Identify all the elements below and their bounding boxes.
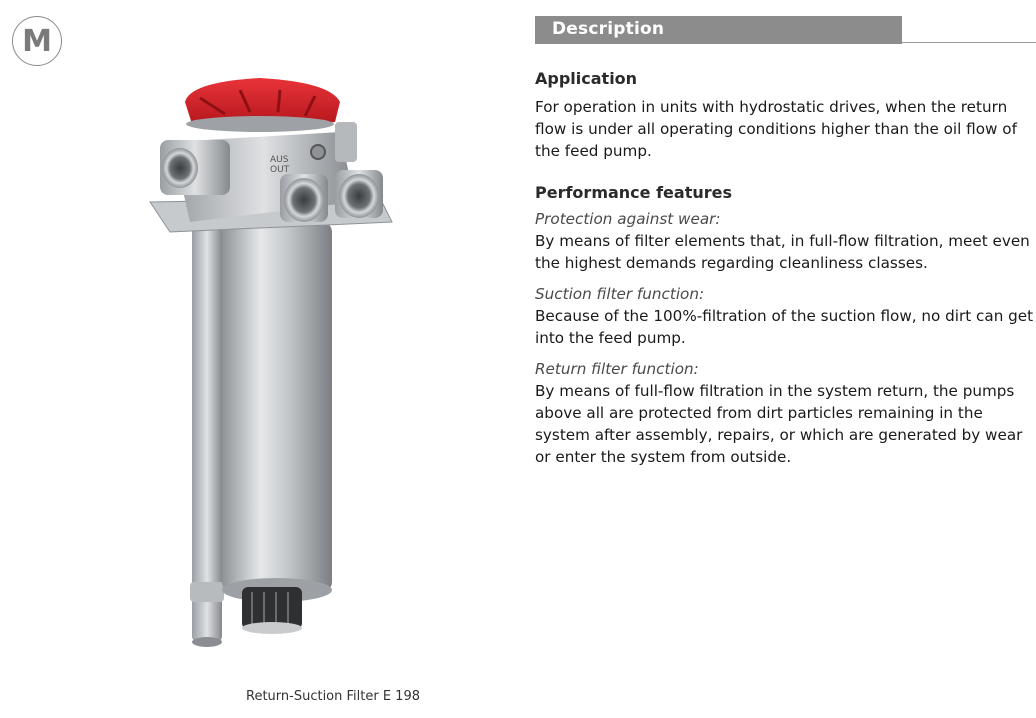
feature-label-wear: Protection against wear: bbox=[535, 210, 721, 228]
brand-logo bbox=[12, 16, 62, 66]
feature-label-return: Return filter function: bbox=[535, 360, 699, 378]
port-label-aus: AUS bbox=[270, 155, 289, 165]
feature-text-suction: Because of the 100%-filtration of the suction flow, no dirt can get into the feed pump. bbox=[535, 307, 1034, 347]
description-content bbox=[535, 68, 1035, 468]
feature-text-wear: By means of filter elements that, in full-flow filtration, meet even the highest demands regarding cleanliness classes. bbox=[535, 232, 1030, 272]
logo-letter: M bbox=[22, 23, 52, 59]
header-rule bbox=[902, 42, 1036, 43]
performance-title: Performance features bbox=[535, 183, 732, 202]
figure-caption: Return-Suction Filter E 198 bbox=[246, 689, 420, 704]
application-text: For operation in units with hydrostatic drives, when the return flow is under all operating conditions higher than the oil flow of the feed pump. bbox=[535, 98, 1017, 160]
filter-product-image bbox=[130, 62, 460, 662]
feature-label-suction: Suction filter function: bbox=[535, 285, 705, 303]
description-header: Description bbox=[552, 19, 665, 39]
filter-bowl bbox=[222, 222, 332, 592]
application-title: Application bbox=[535, 69, 638, 88]
port-label-out: OUT bbox=[270, 165, 290, 175]
suction-pipe bbox=[192, 222, 222, 642]
feature-text-return: By means of full-flow filtration in the system return, the pumps above all are protected from dirt particles remaining in the system after assembly, repairs, or which are generated by wear or enter the system from outside. bbox=[535, 382, 1023, 466]
